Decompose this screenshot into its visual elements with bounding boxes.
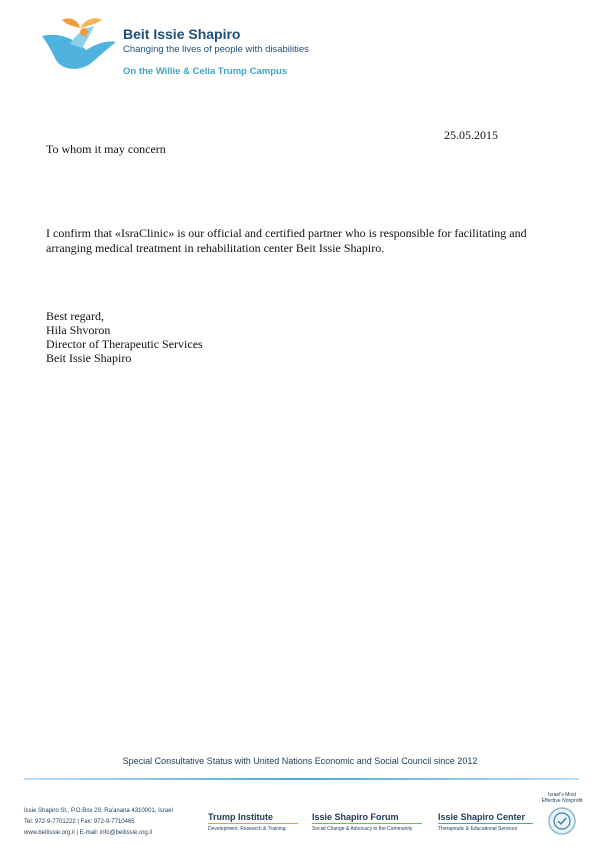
footer-web-email: www.beitissie.org.il | E-mail: info@beitissie.org.il	[24, 830, 153, 836]
institution-desc: Therapeutic & Educational Services	[438, 826, 518, 832]
institution-bar	[312, 823, 422, 824]
closing-phrase: Best regard,	[46, 309, 104, 323]
signer-org: Beit Issie Shapiro	[46, 351, 132, 365]
institution-forum	[312, 812, 422, 832]
footer-address: Issie Shapiro St., P.O.Box 29, Ra'anana 4310001, Israel	[24, 808, 173, 814]
institution-center	[438, 812, 533, 832]
institution-bar	[438, 823, 533, 824]
badge-line1: Israel's Most	[548, 792, 576, 798]
institution-desc: Development, Research & Training	[208, 826, 286, 832]
letter-closing	[46, 309, 203, 365]
org-tagline: Changing the lives of people with disabilities	[123, 44, 309, 55]
institution-desc: Social Change & Advocacy in the Community	[312, 826, 413, 832]
institution-trump	[208, 812, 298, 832]
footer-status: Special Consultative Status with United Nations Economic and Social Council since 2012	[122, 756, 478, 766]
nonprofit-seal-icon	[547, 806, 577, 836]
org-campus: On the Willie & Celia Trump Campus	[123, 66, 288, 77]
org-name: Beit Issie Shapiro	[123, 26, 241, 42]
footer-phone-fax: Tel: 972-9-7701222 | Fax: 972-9-7710465	[24, 819, 135, 825]
footer-divider	[24, 778, 579, 780]
letter-body: I confirm that «IsraClinic» is our official and certified partner who is responsible for facilitating and arranging medical treatment in rehabilitation center Beit Issie Shapiro.	[46, 226, 527, 255]
signer-title: Director of Therapeutic Services	[46, 337, 203, 351]
badge-line2: Effective Nonprofit	[541, 798, 583, 804]
footer-contact	[24, 806, 173, 839]
dove-logo-icon	[40, 14, 120, 74]
letter-salutation: To whom it may concern	[46, 142, 166, 156]
nonprofit-badge	[537, 792, 587, 836]
letter-date: 25.05.2015	[444, 128, 498, 142]
institution-bar	[208, 823, 298, 824]
institution-name: Issie Shapiro Forum	[312, 812, 399, 822]
signer-name: Hila Shvoron	[46, 323, 111, 337]
institution-name: Trump Institute	[208, 812, 273, 822]
institution-name: Issie Shapiro Center	[438, 812, 526, 822]
